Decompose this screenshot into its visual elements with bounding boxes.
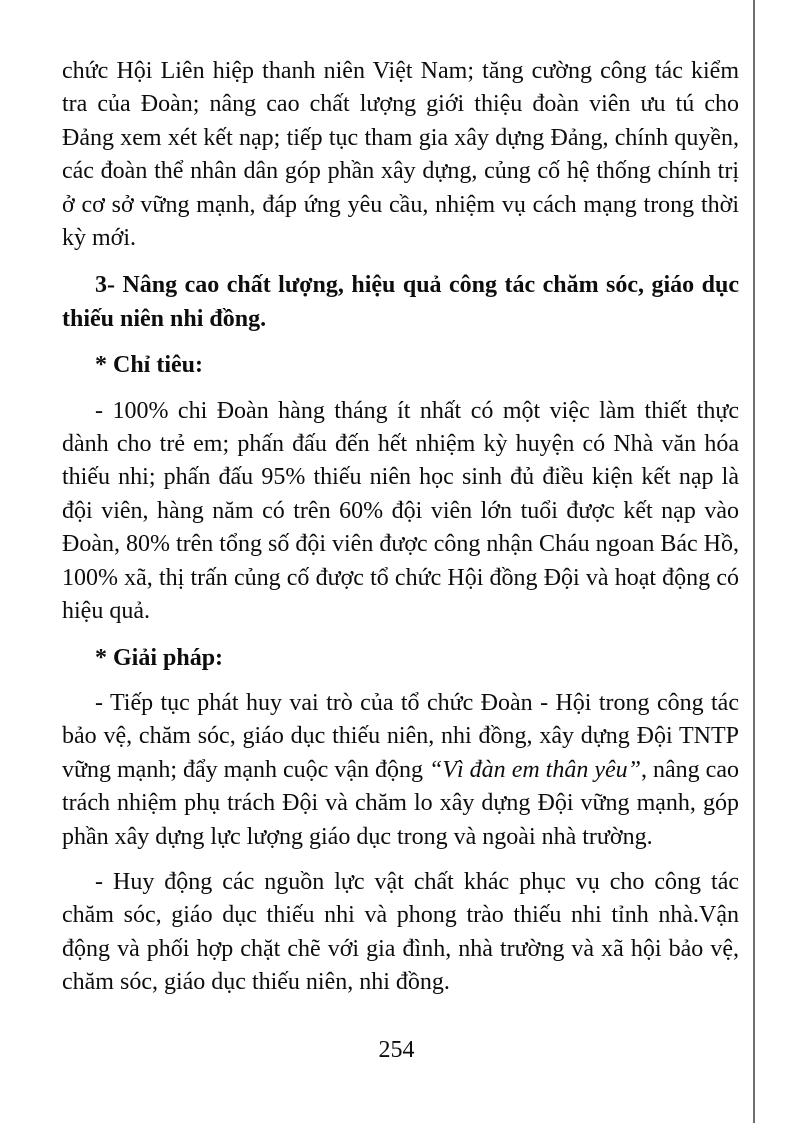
solutions-paragraph-1-text-after: , nâng cao trách nhiệm phụ trách Đội và chăm lo xây dựng Đội vững mạnh, góp phần xây dựng lực lượng giáo dục trong và ngoài nhà trường. [62,756,739,850]
page-edge-scan-line [753,0,755,1123]
campaign-name-italic: “Vì đàn em thân yêu” [429,756,642,783]
paragraph-intro-continuation: chức Hội Liên hiệp thanh niên Việt Nam; tăng cường công tác kiểm tra của Đoàn; nâng cao chất lượng giới thiệu đoàn viên ưu tú cho Đảng xem xét kết nạp; tiếp tục tham gia xây dựng Đảng, chính quyền, các đoàn thể nhân dân góp phần xây dựng, củng cố hệ thống chính trị ở cơ sở vững mạnh, đáp ứng yêu cầu, nhiệm vụ cách mạng trong thời kỳ mới. [62,58,739,252]
solutions-label: * Giải pháp: [95,644,224,671]
section-heading: 3- Nâng cao chất lượng, hiệu quả công tác chăm sóc, giáo dục thiếu niên nhi đồng. [62,272,739,332]
page-number: 254 [378,1037,415,1063]
solutions-paragraph-1 [62,687,739,854]
solutions-paragraph-2: - Huy động các nguồn lực vật chất khác phục vụ cho công tác chăm sóc, giáo dục thiếu nhi và phong trào thiếu nhi tỉnh nhà.Vận động và phối hợp chặt chẽ với gia đình, nhà trường và xã hội bảo vệ, chăm sóc, giáo dục thiếu niên, nhi đồng. [62,868,739,996]
targets-paragraph: - 100% chi Đoàn hàng tháng ít nhất có một việc làm thiết thực dành cho trẻ em; phấn đấu đến hết nhiệm kỳ huyện có Nhà văn hóa thiếu nhi; phấn đấu 95% thiếu niên học sinh đủ điều kiện kết nạp là đội viên, hàng năm có trên 60% đội viên lớn tuổi được kết nạp vào Đoàn, 80% trên tổng số đội viên được công nhận Cháu ngoan Bác Hồ, 100% xã, thị trấn củng cố được tổ chức Hội đồng Đội và hoạt động có hiệu quả. [62,397,739,625]
solutions-paragraph-1-text-before: - Tiếp tục phát huy vai trò của tổ chức Đoàn - Hội trong công tác bảo vệ, chăm sóc, giáo dục thiếu niên, nhi đồng, xây dựng Đội TNTP vững mạnh; đẩy mạnh cuộc vận động [62,689,739,783]
body-text [62,55,739,1000]
targets-label: * Chỉ tiêu: [95,352,203,379]
